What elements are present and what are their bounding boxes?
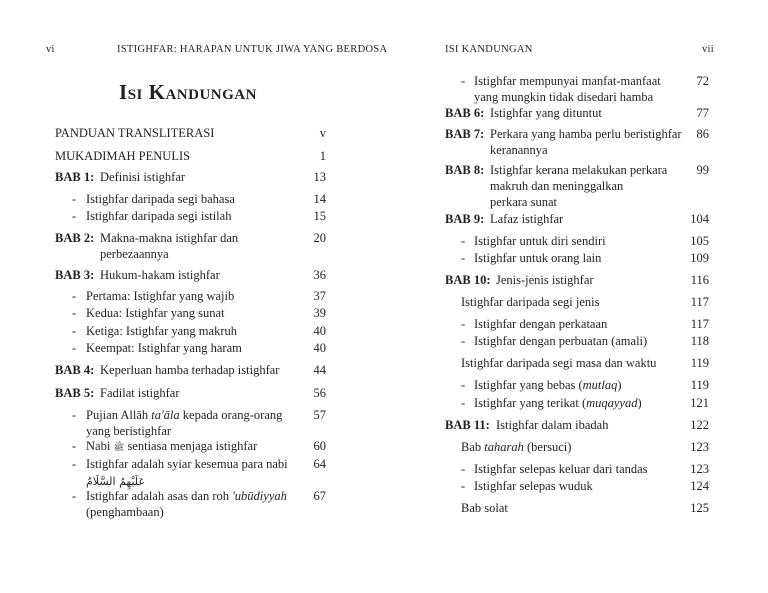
toc-page-number: 104 [690,212,709,226]
chapter-label: BAB 8: [445,163,485,177]
toc-page-number: 99 [696,163,709,177]
toc-page-number: 123 [690,462,709,476]
toc-page-number: 20 [313,231,326,245]
toc-page-number: 77 [696,106,709,120]
toc-entry-text: Jenis-jenis istighfar [496,273,594,287]
toc-entry-text: Istighfar dengan perkataan [474,317,608,331]
bullet-dash-icon: - [72,192,77,206]
toc-page-number: 117 [690,317,709,331]
toc-entry-text: Pujian Allāh ta'āla kepada orang-orang [86,408,283,422]
chapter-label: BAB 4: [55,363,95,377]
bullet-dash-icon: - [72,489,77,503]
toc-page-number: 1 [319,149,326,163]
bullet-dash-icon: - [461,462,466,476]
toc-page-number: 119 [690,356,709,370]
toc-page-number: 56 [313,386,326,400]
bullet-dash-icon: - [461,479,466,493]
toc-page-number: 86 [696,127,709,141]
chapter-label: BAB 3: [55,268,95,282]
right-running-head: ISI KANDUNGAN [445,44,533,55]
toc-entry-text: Keperluan hamba terhadap istighfar [100,363,280,377]
toc-page-number: 15 [313,209,326,223]
bullet-dash-icon: - [72,457,77,471]
toc-page-number: 123 [690,440,709,454]
toc-page-number: 36 [313,268,326,282]
bullet-dash-icon: - [72,341,77,355]
toc-entry-text: PANDUAN TRANSLITERASI [55,126,215,140]
toc-entry-text: Hukum-hakam istighfar [100,268,220,282]
toc-entry-text: Istighfar yang dituntut [490,106,602,120]
toc-page-number: 124 [690,479,709,493]
toc-entry-text: Keempat: Istighfar yang haram [86,341,242,355]
toc-entry-text: Pertama: Istighfar yang wajib [86,289,235,303]
toc-entry-text: Lafaz istighfar [490,212,564,226]
toc-entry-text-line2: perbezaannya [100,247,169,261]
toc-entry-text: Nabi ﷺ sentiasa menjaga istighfar [86,439,258,453]
toc-entry-text-line2: yang mungkin tidak disedari hamba [474,90,654,104]
toc-page-number: 116 [690,273,709,287]
toc-page-number: 121 [690,396,709,410]
toc-page-number: 109 [690,251,709,265]
toc-entry-text: Bab solat [461,501,508,515]
chapter-label: BAB 7: [445,127,485,141]
arabic-honorific: عَلَيْهِمُ السَّلَامُ [86,475,146,488]
toc-entry-text: Makna-makna istighfar dan [100,231,239,245]
bullet-dash-icon: - [72,306,77,320]
toc-page-number: 60 [313,439,326,453]
toc-entry-text: Istighfar untuk orang lain [474,251,602,265]
bullet-dash-icon: - [461,317,466,331]
toc-page-number: 39 [313,306,326,320]
toc-page-number: 119 [690,378,709,392]
toc-page-number: 40 [313,341,326,355]
toc-page-number: 37 [313,289,326,303]
toc-entry-text: Istighfar selepas wuduk [474,479,593,493]
toc-entry-text-line3: perkara sunat [490,195,557,209]
toc-page-number: 105 [690,234,709,248]
toc-page-number: 72 [696,74,709,88]
toc-page-number: v [319,126,326,140]
toc-entry-text: Istighfar yang terikat (muqayyad) [474,396,642,410]
right-page-number: vii [702,44,714,55]
chapter-label: BAB 5: [55,386,95,400]
toc-entry-text: Istighfar yang bebas (mutlaq) [474,378,622,392]
toc-entry-text: Istighfar kerana melakukan perkara [490,163,668,177]
toc-entry-text: Istighfar adalah asas dan roh 'ubūdiyyah [86,489,287,503]
toc-entry-text-line2: (penghambaan) [86,505,164,519]
bullet-dash-icon: - [72,439,77,453]
toc-entry-text: MUKADIMAH PENULIS [55,149,191,163]
bullet-dash-icon: - [461,396,466,410]
toc-entry-text-line2: makruh dan meninggalkan [490,179,624,193]
toc-entry-text-line2: yang beristighfar [86,424,172,438]
toc-entry-text: Definisi istighfar [100,170,186,184]
bullet-dash-icon: - [72,324,77,338]
toc-entry-text: Ketiga: Istighfar yang makruh [86,324,237,338]
chapter-label: BAB 1: [55,170,95,184]
bullet-dash-icon: - [461,234,466,248]
chapter-label: BAB 2: [55,231,95,245]
toc-page-number: 122 [690,418,709,432]
toc-page-number: 125 [690,501,709,515]
toc-entry-text: Istighfar dengan perbuatan (amali) [474,334,648,348]
salawat-icon: ﷺ [113,443,125,453]
toc-page-number: 44 [313,363,326,377]
toc-entry-text: Istighfar daripada segi jenis [461,295,600,309]
toc-page-number: 118 [690,334,709,348]
toc-entry-text: Istighfar mempunyai manfat-manfaat [474,74,661,88]
bullet-dash-icon: - [72,408,77,422]
toc-page-number: 67 [313,489,326,503]
toc-page-number: 57 [313,408,326,422]
chapter-label: BAB 6: [445,106,485,120]
toc-page-number: 117 [690,295,709,309]
page-title: Isi Kandungan [119,80,257,104]
toc-entry-text: Fadilat istighfar [100,386,180,400]
bullet-dash-icon: - [461,334,466,348]
toc-page-number: 64 [313,457,326,471]
left-page-number: vi [46,44,55,55]
toc-entry-text: Istighfar adalah syiar kesemua para nabi [86,457,288,471]
bullet-dash-icon: - [461,74,466,88]
toc-entry-text: Istighfar daripada segi masa dan waktu [461,356,657,370]
chapter-label: BAB 9: [445,212,485,226]
toc-page-number: 40 [313,324,326,338]
bullet-dash-icon: - [72,209,77,223]
toc-entry-text: Bab taharah (bersuci) [461,440,572,454]
toc-entry-text: Istighfar untuk diri sendiri [474,234,606,248]
toc-entry-text: Istighfar dalam ibadah [496,418,609,432]
toc-entry-text: Kedua: Istighfar yang sunat [86,306,225,320]
toc-entry-text: Istighfar daripada segi istilah [86,209,232,223]
bullet-dash-icon: - [72,289,77,303]
toc-entry-text: Istighfar selepas keluar dari tandas [474,462,648,476]
toc-page-number: 14 [313,192,326,206]
toc-entry-text-line2: keranannya [490,143,548,157]
toc-entry-text: Istighfar daripada segi bahasa [86,192,235,206]
toc-page-number: 13 [313,170,326,184]
left-running-head: ISTIGHFAR: HARAPAN UNTUK JIWA YANG BERDOSA [117,44,388,55]
toc-entry-text: Perkara yang hamba perlu beristighfar [490,127,682,141]
chapter-label: BAB 10: [445,273,491,287]
chapter-label: BAB 11: [445,418,490,432]
bullet-dash-icon: - [461,251,466,265]
bullet-dash-icon: - [461,378,466,392]
